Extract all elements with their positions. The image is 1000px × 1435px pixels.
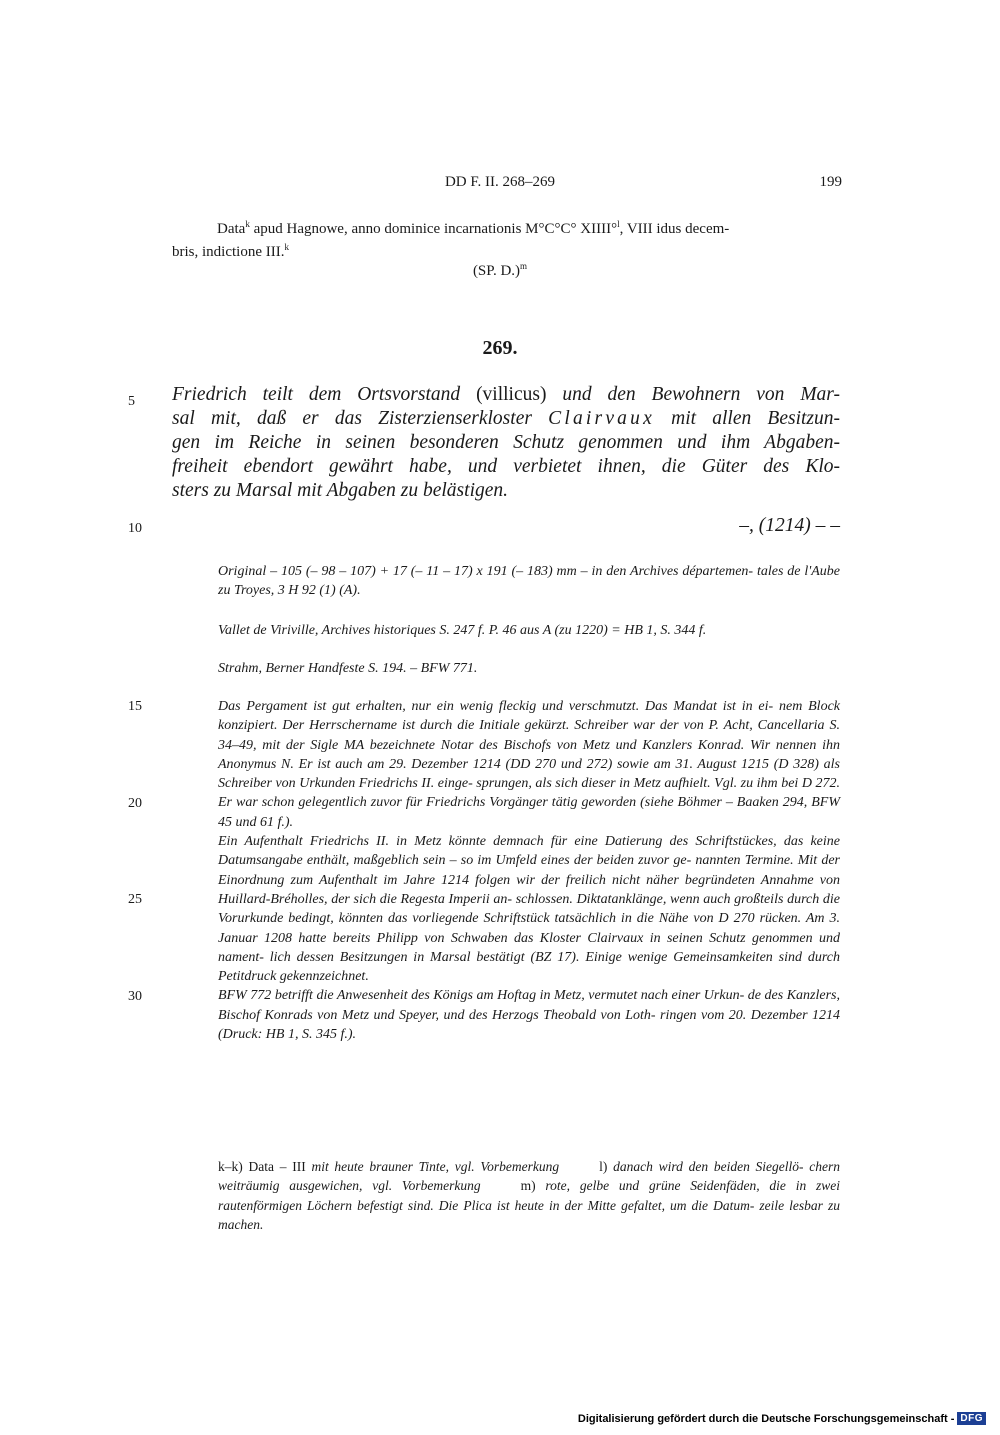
tradition-original: Original – 105 (– 98 – 107) + 17 (– 11 – 17) x 191 (– 183) mm – in den Archives départemen- tales de l'Aube zu Troyes, 3 H 92 (1) (A). [218, 564, 840, 599]
tradition-regesten: Strahm, Berner Handfeste S. 194. – BFW 771. [218, 661, 478, 676]
line-number: 10 [128, 521, 142, 536]
line-number: 15 [128, 699, 142, 714]
regest-line: sal mit, daß er das Zisterzienserkloster Clairvaux mit allen Besitzun- [172, 408, 841, 429]
funding-credit: Digitalisierung gefördert durch die Deutsche Forschungsgemeinschaft - DFG [578, 1412, 986, 1425]
line-number: 5 [128, 394, 135, 409]
line-number: 20 [128, 796, 142, 811]
line-number: 25 [128, 892, 142, 907]
previous-document-datum: Data$^k$ apud Hagnowe, anno dominice incarnationis M°C°C° XIIII°$^l$, VIII idus decem- bris, indictione III.$^k$ [172, 219, 730, 260]
commentary [218, 697, 840, 1044]
regest-line: gen im Reiche in seinen besonderen Schutz genommen und ihm Abgaben- [172, 432, 840, 453]
tradition-editions: Vallet de Viriville, Archives historiques S. 247 f. P. 46 aus A (zu 1220) = HB 1, S. 344 f. [218, 623, 707, 638]
line-number: 30 [128, 989, 142, 1004]
regest [172, 383, 840, 503]
page-number: 199 [819, 174, 842, 190]
document-number: 269. [482, 337, 518, 359]
regest-line: freiheit ebendort gewährt habe, und verbietet ihnen, die Güter des Klo- [172, 456, 840, 477]
regest-line: sters zu Marsal mit Abgaben zu belästigen. [172, 480, 509, 501]
commentary-paragraph: Ein Aufenthalt Friedrichs II. in Metz könnte demnach für eine Datierung des Schriftstückes, das keine Datumsangabe enthält, maßgeblich sein – so im Umfeld eines der beiden zuvor ge- nannten Termine. Mit der Einordnung zum Aufenthalt im Jahre 1214 folgen wir der freilich nicht näher begründeten Annahme von Huillard-Bréholles, der sich die Regesta Imperii an- schlossen. Diktatanklänge, wenn auch großteils durch die Vorurkunde bedingt, könnten das vorliegende Schriftstück tatsächlich in die Nähe von D 270 rücken. Am 3. Januar 1208 hatte bereits Philipp von Schwaben das Kloster Clairvaux in seinen Schutz genommen und nament- lich dessen Besitzungen in Marsal bestätigt (BZ 17). Einige wenige Gemeinsamkeiten sind durch Petitdruck gekennzeichnet. [218, 834, 840, 985]
signum-note: (SP. D.)$^m$ [472, 261, 528, 279]
footnotes: k–k) Data – III mit heute brauner Tinte, vgl. Vorbemerkung l) danach wird den beiden Siegellö- chern weiträumig ausgewichen, vgl. Vorbemerkung m) rote, gelbe und grüne Seidenfäden, die in zwei rautenförmigen Löchern befestigt sind. Die Plica ist heute in der Mitte gefaltet, um die Datum- zeile lesbar zu machen. [218, 1159, 841, 1232]
commentary-paragraph: BFW 772 betrifft die Anwesenheit des Königs am Hoftag in Metz, vermutet nach einer Urkun- de des Kanzlers, Bischof Konrads von Metz und Speyer, und des Herzogs Theobald von Loth- ringen vom 20. Dezember 1214 (Druck: HB 1, S. 345 f.). [218, 988, 840, 1043]
commentary-paragraph: Das Pergament ist gut erhalten, nur ein wenig fleckig und verschmutzt. Das Mandat ist in ei- nem Block konzipiert. Der Herrschername ist durch die Initiale gekürzt. Schreiber war der von P. Acht, Cancellaria S. 34–49, mit der Sigle MA bezeichnete Notar des Bischofs von Metz und Kanzlers Konrad. Wir nennen ihn Anonymus N. Er ist auch am 29. Dezember 1214 (DD 270 und 272) sowie am 31. August 1215 (D 328) als Schreiber von Urkunden Friedrichs II. einge- sprungen, als sich dieser in Metz aufhielt. Vgl. zu ihm bei D 272. Er war schon gelegentlich zuvor für Friedrichs Vorgänger tätig geworden (siehe Böhmer – Baaken 294, BFW 45 und 61 f.). [218, 699, 840, 830]
regest-line: Friedrich teilt dem Ortsvorstand (villicus) und den Bewohnern von Mar- [172, 384, 841, 405]
running-header-title: DD F. II. 268–269 [444, 174, 556, 190]
document-date: –, (1214) – – [739, 515, 840, 536]
dfg-logo: DFG [957, 1412, 986, 1425]
